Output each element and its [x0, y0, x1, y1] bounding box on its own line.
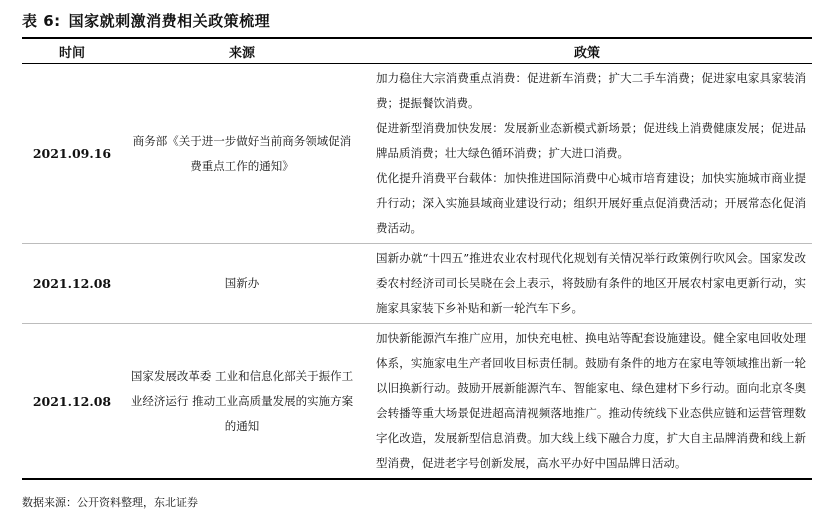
policy-paragraph: 加快新能源汽车推广应用，加快充电桩、换电站等配套设施建设。健全家电回收处理体系，实施家电生产者回收目标责任制。鼓励有条件的地方在家电等领域推出新一轮以旧换新行动。鼓励开展新能源汽车、智能家电、绿色建材下乡行动。面向北京冬奥会转播等重大场景促进超高清视频落地推广。推动传统线下业态供应链和运营管理数字化改造，发展新型信息消费。加大线上线下融合力度，扩大自主品牌消费和线上新型消费，促进老字号创新发展，高水平办好中国品牌日活动。 [376, 331, 806, 470]
row-policy [362, 244, 812, 324]
row-date: 2021.09.16 [22, 64, 122, 244]
policy-paragraph: 加力稳住大宗消费重点消费：促进新车消费；扩大二手车消费；促进家电家具家装消费；提振餐饮消费。 [376, 71, 806, 110]
table-caption: 国家就刺激消费相关政策梳理 [68, 12, 271, 30]
policy-paragraph: 国新办就“十四五”推进农业农村现代化规划有关情况举行政策例行吹风会。国家发改委农村经济司司长吴晓在会上表示，将鼓励有条件的地区开展农村家电更新行动，实施家具家装下乡补贴和新一轮汽车下乡。 [376, 251, 806, 315]
policy-paragraph: 优化提升消费平台载体：加快推进国际消费中心城市培育建设；加快实施城市商业提升行动；深入实施县域商业建设行动；组织开展好重点促消费活动；开展常态化促消费活动。 [376, 171, 806, 235]
row-source: 国新办 [122, 244, 362, 324]
table-row [22, 324, 812, 480]
row-policy [362, 64, 812, 244]
table-header-row [22, 38, 812, 64]
table-title [22, 10, 270, 31]
row-date: 2021.12.08 [22, 324, 122, 480]
header-source: 来源 [122, 38, 362, 64]
row-source: 国家发展改革委 工业和信息化部关于振作工业经济运行 推动工业高质量发展的实施方案的通知 [122, 324, 362, 480]
policy-table [22, 37, 812, 480]
row-policy [362, 324, 812, 480]
table-row [22, 244, 812, 324]
row-date: 2021.12.08 [22, 244, 122, 324]
row-source: 商务部《关于进一步做好当前商务领域促消费重点工作的通知》 [122, 64, 362, 244]
table-row [22, 64, 812, 244]
header-time: 时间 [22, 38, 122, 64]
policy-paragraph: 促进新型消费加快发展：发展新业态新模式新场景；促进线上消费健康发展；促进品牌品质消费；壮大绿色循环消费；扩大进口消费。 [376, 121, 806, 160]
source-note: 数据来源：公开资料整理，东北证券 [22, 496, 198, 509]
header-policy: 政策 [362, 38, 812, 64]
table-number: 表 6: [22, 12, 61, 30]
